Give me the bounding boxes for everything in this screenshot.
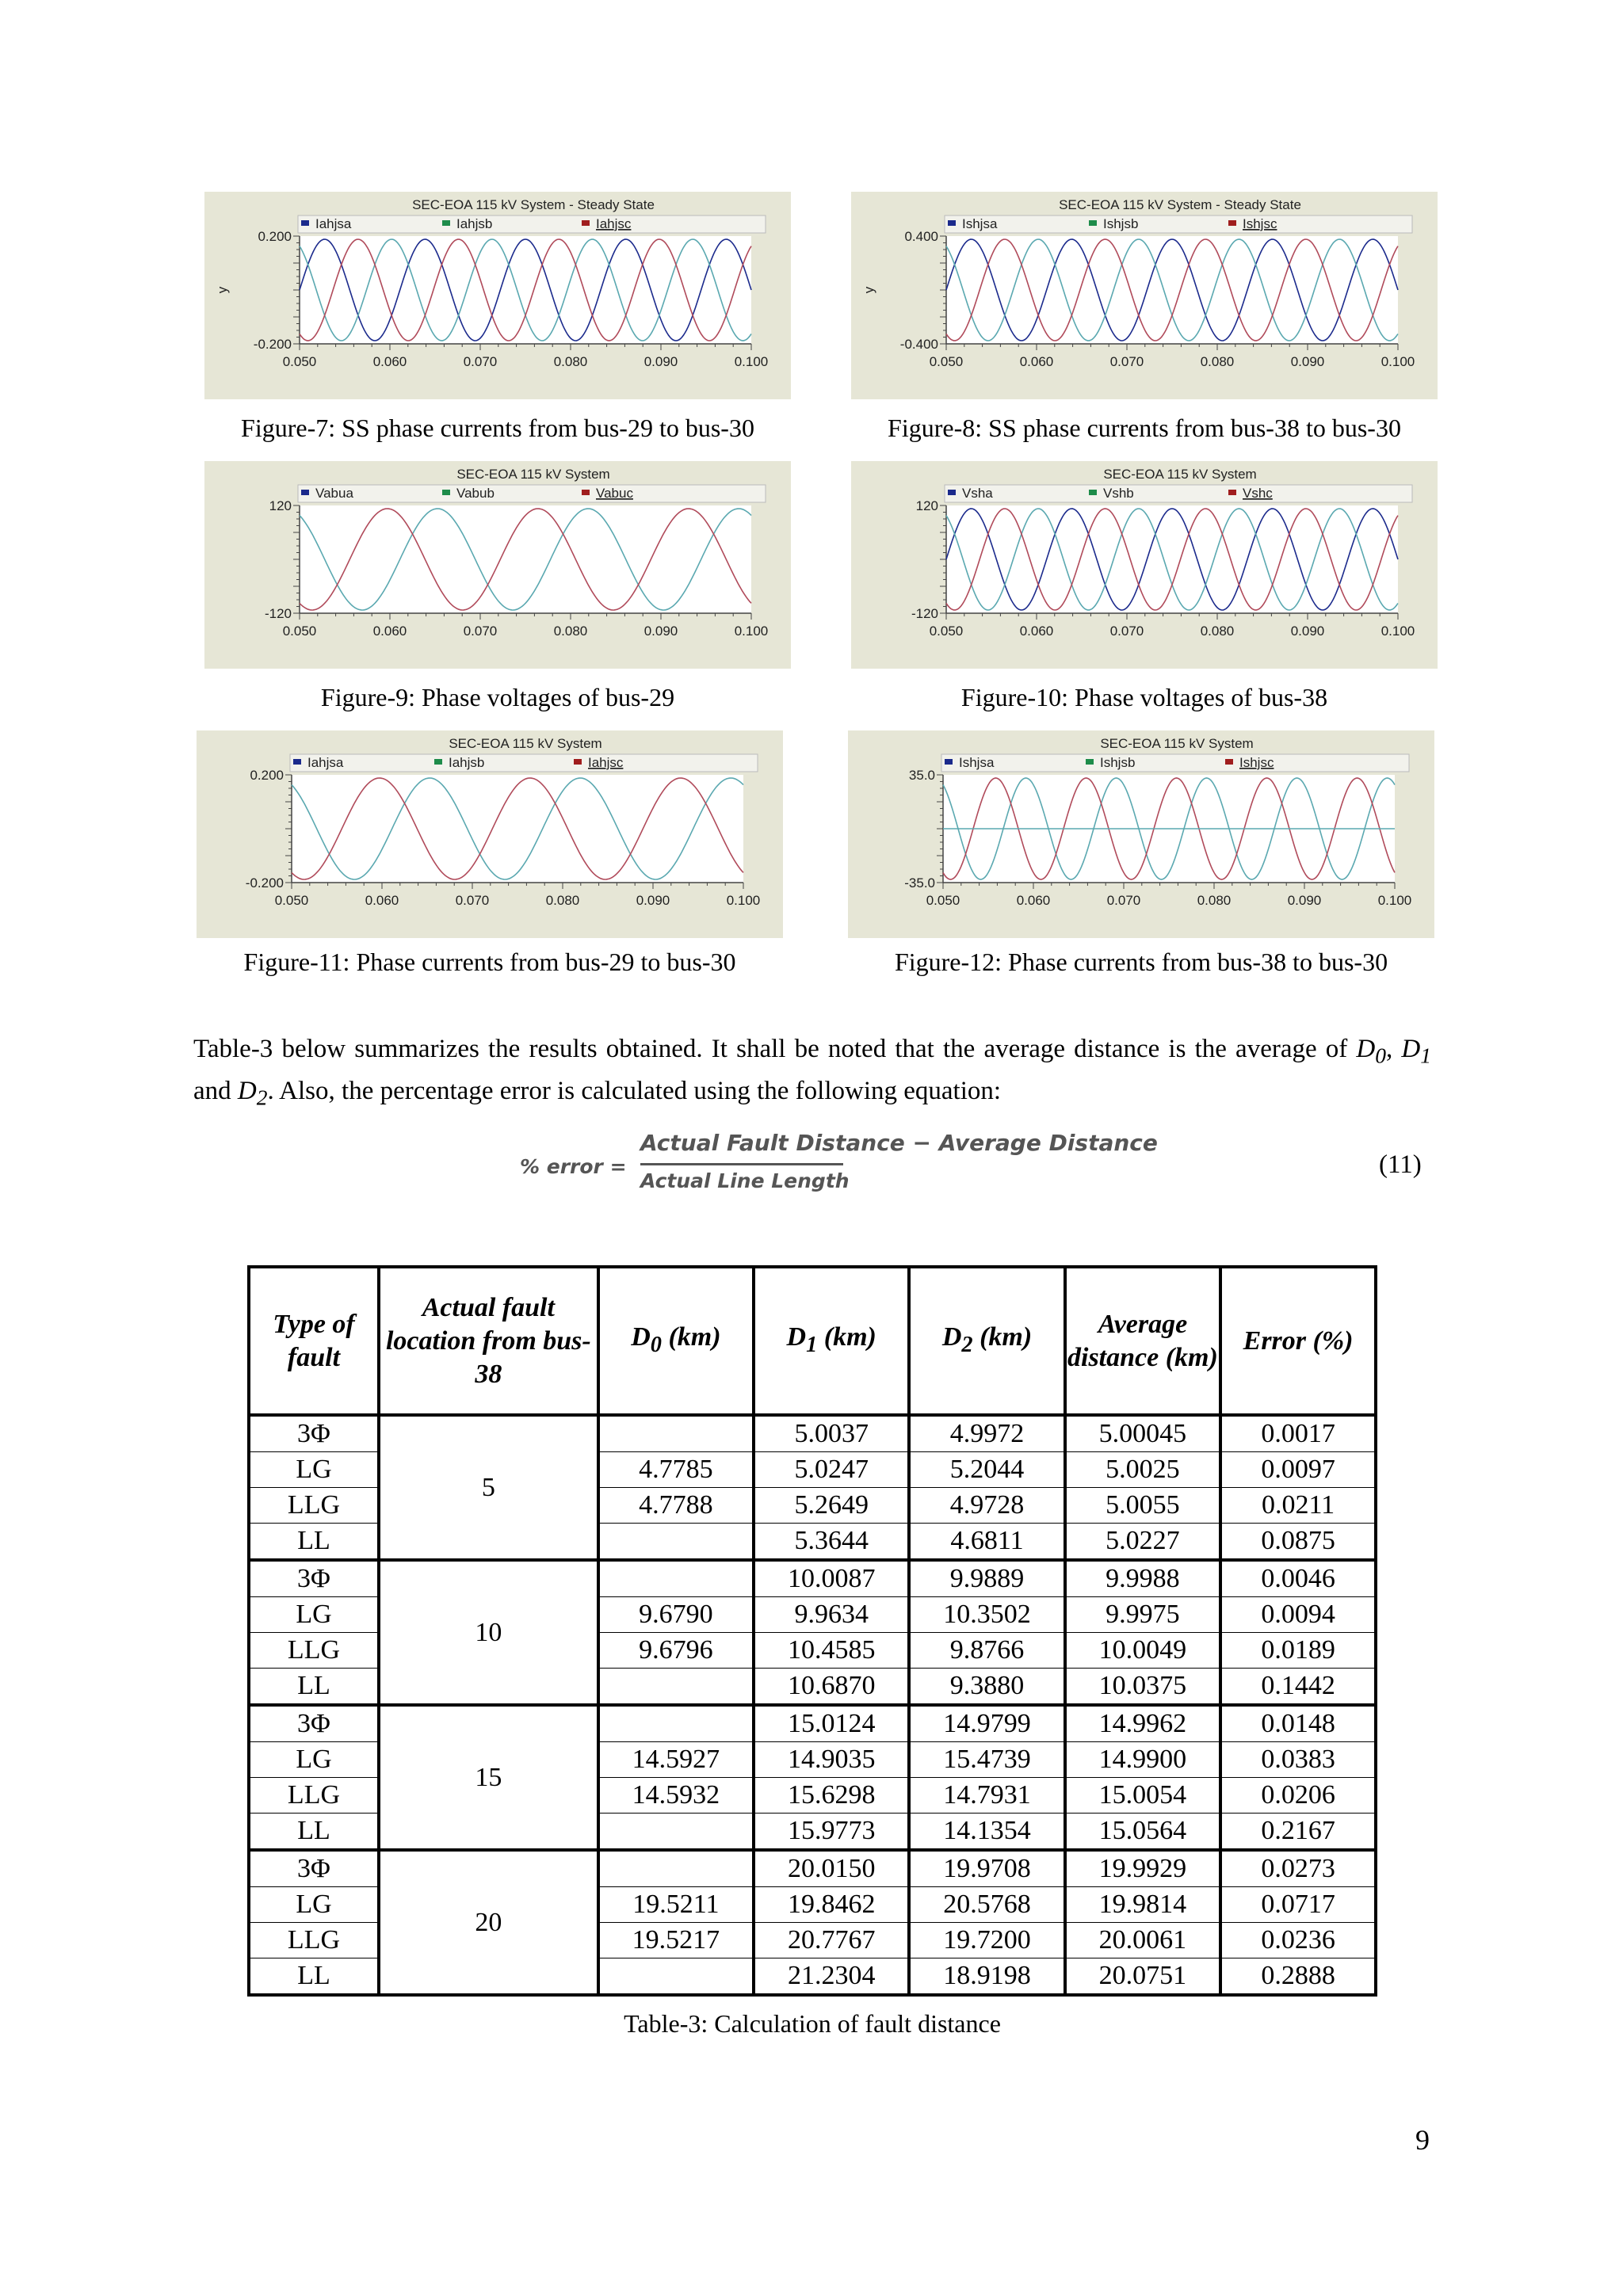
- x-tick-label: 0.080: [545, 893, 580, 908]
- cell-d2: 14.9799: [909, 1705, 1064, 1742]
- legend-label: Ishjsa: [959, 755, 995, 770]
- figure-11-caption: Figure-11: Phase currents from bus-29 to bus-30: [243, 948, 736, 976]
- cell-d0: 4.7788: [598, 1488, 754, 1524]
- cell-d0: 19.5217: [598, 1923, 754, 1958]
- x-tick-label: 0.050: [929, 354, 964, 369]
- legend-label: Ishjsb: [1100, 755, 1136, 770]
- header-d1: $D_1$ (km): [754, 1267, 909, 1415]
- cell-avg: 9.9988: [1065, 1560, 1220, 1597]
- cell-d0: 14.5927: [598, 1742, 754, 1778]
- cell-d2: 4.9728: [909, 1488, 1064, 1524]
- legend-swatch: [582, 220, 590, 226]
- cell-d0: 14.5932: [598, 1778, 754, 1814]
- cell-avg: 5.0227: [1065, 1524, 1220, 1561]
- figure-7-caption: Figure-7: SS phase currents from bus-29 to bus-30: [241, 414, 754, 442]
- y-min-label: -0.200: [245, 875, 284, 891]
- cell-type: LLG: [249, 1488, 379, 1524]
- cell-d1: 5.2649: [754, 1488, 909, 1524]
- cell-type: LG: [249, 1742, 379, 1778]
- legend-label: Iahjsc: [588, 755, 624, 770]
- paragraph-text-1: Table-3 below summarizes the results obtained. It shall be noted that the average distance is the average of: [193, 1035, 1357, 1063]
- cell-err: 0.0206: [1220, 1778, 1376, 1814]
- cell-d0: [598, 1560, 754, 1597]
- legend-swatch: [948, 490, 956, 495]
- x-tick-label: 0.050: [926, 893, 960, 908]
- x-tick-label: 0.050: [282, 354, 317, 369]
- cell-location: 15: [379, 1705, 598, 1850]
- chart-title: SEC-EOA 115 kV System: [1100, 736, 1254, 751]
- figure-9: [204, 461, 791, 669]
- cell-d2: 14.1354: [909, 1814, 1064, 1851]
- cell-avg: 14.9900: [1065, 1742, 1220, 1778]
- legend-label: Vshb: [1103, 486, 1134, 501]
- cell-err: 0.0189: [1220, 1633, 1376, 1669]
- cell-avg: 9.9975: [1065, 1597, 1220, 1633]
- cell-location: 10: [379, 1560, 598, 1705]
- x-tick-label: 0.050: [274, 893, 309, 908]
- x-tick-label: 0.080: [1200, 354, 1235, 369]
- cell-d1: 19.8462: [754, 1887, 909, 1923]
- legend-swatch: [1089, 490, 1097, 495]
- legend-label: Ishjsa: [962, 216, 998, 231]
- x-tick-label: 0.070: [1109, 354, 1144, 369]
- cell-d0: 4.7785: [598, 1452, 754, 1488]
- cell-d2: 10.3502: [909, 1597, 1064, 1633]
- header-actual-location: Actual fault location from bus-38: [379, 1267, 598, 1415]
- cell-d0: [598, 1850, 754, 1887]
- x-tick-label: 0.070: [463, 354, 498, 369]
- figure-plot: [851, 461, 1438, 669]
- cell-d1: 10.6870: [754, 1669, 909, 1706]
- legend-swatch: [1089, 220, 1097, 226]
- figure-8: [851, 192, 1438, 399]
- y-min-label: -120: [264, 606, 292, 621]
- cell-d1: 21.2304: [754, 1958, 909, 1996]
- figure-plot: [197, 730, 783, 938]
- x-tick-label: 0.090: [1290, 624, 1325, 639]
- x-tick-label: 0.100: [1377, 893, 1412, 908]
- figure-12: [848, 730, 1434, 938]
- cell-err: 0.0017: [1220, 1415, 1376, 1452]
- x-tick-label: 0.050: [282, 624, 317, 639]
- figure-10: [851, 461, 1438, 669]
- separator: ,: [1386, 1035, 1402, 1063]
- x-tick-label: 0.100: [734, 354, 769, 369]
- y-min-label: -0.200: [253, 337, 292, 352]
- figure-11: [197, 730, 783, 938]
- chart-title: SEC-EOA 115 kV System: [456, 467, 610, 482]
- x-tick-label: 0.090: [1287, 893, 1322, 908]
- cell-type: LLG: [249, 1633, 379, 1669]
- cell-err: 0.1442: [1220, 1669, 1376, 1706]
- y-min-label: -120: [911, 606, 938, 621]
- legend-label: Vabuc: [596, 486, 633, 501]
- chart-title: SEC-EOA 115 kV System - Steady State: [412, 197, 655, 212]
- header-d2: $D_2$ (km): [909, 1267, 1064, 1415]
- x-tick-label: 0.070: [463, 624, 498, 639]
- cell-d2: 9.3880: [909, 1669, 1064, 1706]
- figure-plot: [851, 192, 1438, 399]
- cell-avg: 14.9962: [1065, 1705, 1220, 1742]
- legend-label: Ishjsc: [1239, 755, 1274, 770]
- legend-label: Iahjsa: [315, 216, 352, 231]
- y-max-label: 120: [915, 498, 938, 513]
- legend-swatch: [442, 490, 450, 495]
- cell-avg: 19.9929: [1065, 1850, 1220, 1887]
- cell-d0: [598, 1958, 754, 1996]
- figure-9-caption: Figure-9: Phase voltages of bus-29: [320, 683, 675, 711]
- cell-type: 3Φ: [249, 1705, 379, 1742]
- legend-swatch: [301, 490, 309, 495]
- cell-type: LL: [249, 1958, 379, 1996]
- cell-d2: 5.2044: [909, 1452, 1064, 1488]
- x-tick-label: 0.100: [1381, 624, 1415, 639]
- figure-plot: [204, 461, 791, 669]
- cell-avg: 5.0055: [1065, 1488, 1220, 1524]
- equation-lhs: % error =: [520, 1155, 627, 1178]
- cell-d2: 4.9972: [909, 1415, 1064, 1452]
- cell-d2: 19.9708: [909, 1850, 1064, 1887]
- header-type: Type of fault: [249, 1267, 379, 1415]
- x-tick-label: 0.060: [1016, 893, 1051, 908]
- cell-d0: [598, 1415, 754, 1452]
- cell-err: 0.0046: [1220, 1560, 1376, 1597]
- legend-swatch: [945, 759, 953, 765]
- equation-denominator: Actual Line Length: [640, 1169, 850, 1192]
- table-row: [249, 1850, 1376, 1887]
- cell-type: LL: [249, 1524, 379, 1561]
- cell-avg: 20.0751: [1065, 1958, 1220, 1996]
- x-tick-label: 0.060: [1019, 624, 1054, 639]
- cell-type: LL: [249, 1669, 379, 1706]
- table-row: [249, 1560, 1376, 1597]
- figure-plot: [848, 730, 1434, 938]
- cell-type: 3Φ: [249, 1415, 379, 1452]
- cell-err: 0.0273: [1220, 1850, 1376, 1887]
- cell-type: 3Φ: [249, 1560, 379, 1597]
- cell-avg: 5.0025: [1065, 1452, 1220, 1488]
- table-caption: Table-3: Calculation of fault distance: [624, 2009, 1001, 2038]
- legend-label: Vsha: [962, 486, 993, 501]
- table-header-row: [249, 1267, 1376, 1415]
- y-max-label: 0.200: [258, 229, 292, 244]
- y-max-label: 35.0: [908, 768, 935, 783]
- figure-plot: [204, 192, 791, 399]
- equation-numerator: Actual Fault Distance − Average Distance: [640, 1130, 1158, 1156]
- legend-label: Ishjsc: [1243, 216, 1277, 231]
- cell-err: 0.0097: [1220, 1452, 1376, 1488]
- cell-type: LG: [249, 1452, 379, 1488]
- d0-symbol: $D_0$: [1356, 1035, 1387, 1068]
- legend-swatch: [293, 759, 301, 765]
- legend-swatch: [434, 759, 442, 765]
- cell-d1: 15.6298: [754, 1778, 909, 1814]
- legend-swatch: [301, 220, 309, 226]
- chart-title: SEC-EOA 115 kV System: [1103, 467, 1257, 482]
- x-tick-label: 0.100: [1381, 354, 1415, 369]
- cell-d1: 5.0247: [754, 1452, 909, 1488]
- cell-d2: 15.4739: [909, 1742, 1064, 1778]
- cell-err: 0.0094: [1220, 1597, 1376, 1633]
- d2-symbol: $D_2$: [237, 1076, 268, 1110]
- figure-12-caption: Figure-12: Phase currents from bus-38 to bus-30: [894, 948, 1388, 976]
- cell-avg: 20.0061: [1065, 1923, 1220, 1958]
- x-tick-label: 0.100: [726, 893, 761, 908]
- cell-type: LL: [249, 1814, 379, 1851]
- page-number: 9: [1415, 2124, 1430, 2156]
- x-tick-label: 0.060: [365, 893, 399, 908]
- table-row: [249, 1415, 1376, 1452]
- legend-swatch: [1228, 490, 1236, 495]
- x-tick-label: 0.100: [734, 624, 769, 639]
- x-tick-label: 0.080: [1197, 893, 1232, 908]
- paragraph-text-2: . Also, the percentage error is calculated using the following equation:: [267, 1076, 1002, 1105]
- cell-d1: 15.0124: [754, 1705, 909, 1742]
- cell-err: 0.0148: [1220, 1705, 1376, 1742]
- x-tick-label: 0.090: [643, 624, 678, 639]
- y-axis-label: y: [861, 286, 876, 294]
- cell-type: LG: [249, 1597, 379, 1633]
- cell-d0: 9.6790: [598, 1597, 754, 1633]
- legend-swatch: [1086, 759, 1094, 765]
- x-tick-label: 0.070: [455, 893, 490, 908]
- legend-swatch: [442, 220, 450, 226]
- table-row: [249, 1705, 1376, 1742]
- separator: and: [193, 1076, 238, 1105]
- y-axis-label: y: [215, 286, 230, 294]
- cell-d1: 9.9634: [754, 1597, 909, 1633]
- cell-d2: 9.9889: [909, 1560, 1064, 1597]
- cell-d2: 19.7200: [909, 1923, 1064, 1958]
- cell-d1: 5.0037: [754, 1415, 909, 1452]
- cell-avg: 10.0375: [1065, 1669, 1220, 1706]
- x-tick-label: 0.070: [1109, 624, 1144, 639]
- cell-d1: 10.4585: [754, 1633, 909, 1669]
- fraction-bar: [640, 1163, 843, 1165]
- legend-label: Ishjsb: [1103, 216, 1139, 231]
- cell-d1: 20.7767: [754, 1923, 909, 1958]
- legend-swatch: [948, 220, 956, 226]
- cell-d0: [598, 1669, 754, 1706]
- cell-err: 0.2888: [1220, 1958, 1376, 1996]
- legend-label: Vshc: [1243, 486, 1273, 501]
- cell-type: LG: [249, 1887, 379, 1923]
- figure-7: [204, 192, 791, 399]
- y-min-label: -0.400: [899, 337, 938, 352]
- cell-err: 0.0717: [1220, 1887, 1376, 1923]
- cell-d1: 20.0150: [754, 1850, 909, 1887]
- cell-location: 20: [379, 1850, 598, 1995]
- cell-d0: [598, 1705, 754, 1742]
- legend-label: Vabub: [456, 486, 495, 501]
- cell-avg: 5.00045: [1065, 1415, 1220, 1452]
- cell-d0: 9.6796: [598, 1633, 754, 1669]
- cell-err: 0.2167: [1220, 1814, 1376, 1851]
- x-tick-label: 0.060: [1019, 354, 1054, 369]
- legend-swatch: [1228, 220, 1236, 226]
- x-tick-label: 0.080: [1200, 624, 1235, 639]
- x-tick-label: 0.060: [372, 624, 407, 639]
- cell-d2: 18.9198: [909, 1958, 1064, 1996]
- cell-d0: 19.5211: [598, 1887, 754, 1923]
- x-tick-label: 0.080: [553, 354, 588, 369]
- cell-location: 5: [379, 1415, 598, 1560]
- x-tick-label: 0.060: [372, 354, 407, 369]
- legend-label: Iahjsb: [456, 216, 493, 231]
- legend-swatch: [574, 759, 582, 765]
- legend-label: Vabua: [315, 486, 353, 501]
- x-tick-label: 0.070: [1106, 893, 1141, 908]
- fault-distance-table: [247, 1265, 1377, 1997]
- cell-d2: 4.6811: [909, 1524, 1064, 1561]
- cell-type: LLG: [249, 1923, 379, 1958]
- y-min-label: -35.0: [904, 875, 935, 891]
- legend-label: Iahjsc: [596, 216, 632, 231]
- cell-d1: 15.9773: [754, 1814, 909, 1851]
- legend-swatch: [582, 490, 590, 495]
- header-average: Average distance (km): [1065, 1267, 1220, 1415]
- cell-d0: [598, 1814, 754, 1851]
- legend-label: Iahjsa: [307, 755, 344, 770]
- x-tick-label: 0.090: [1290, 354, 1325, 369]
- cell-d2: 20.5768: [909, 1887, 1064, 1923]
- x-tick-label: 0.080: [553, 624, 588, 639]
- x-tick-label: 0.090: [643, 354, 678, 369]
- cell-err: 0.0211: [1220, 1488, 1376, 1524]
- cell-type: LLG: [249, 1778, 379, 1814]
- results-paragraph: [193, 1032, 1431, 1115]
- table-body: [249, 1415, 1376, 1995]
- cell-err: 0.0383: [1220, 1742, 1376, 1778]
- cell-d1: 10.0087: [754, 1560, 909, 1597]
- cell-d2: 9.8766: [909, 1633, 1064, 1669]
- chart-title: SEC-EOA 115 kV System - Steady State: [1059, 197, 1301, 212]
- cell-avg: 15.0564: [1065, 1814, 1220, 1851]
- cell-d0: [598, 1524, 754, 1561]
- cell-type: 3Φ: [249, 1850, 379, 1887]
- y-max-label: 0.200: [250, 768, 284, 783]
- x-tick-label: 0.090: [636, 893, 670, 908]
- cell-d2: 14.7931: [909, 1778, 1064, 1814]
- legend-swatch: [1225, 759, 1233, 765]
- cell-err: 0.0875: [1220, 1524, 1376, 1561]
- cell-err: 0.0236: [1220, 1923, 1376, 1958]
- legend-label: Iahjsb: [449, 755, 485, 770]
- header-error: Error (%): [1220, 1267, 1376, 1415]
- x-tick-label: 0.050: [929, 624, 964, 639]
- figure-8-caption: Figure-8: SS phase currents from bus-38 to bus-30: [888, 414, 1401, 442]
- equation-number: (11): [1379, 1150, 1422, 1179]
- y-max-label: 0.400: [904, 229, 938, 244]
- figure-10-caption: Figure-10: Phase voltages of bus-38: [960, 683, 1328, 711]
- chart-title: SEC-EOA 115 kV System: [449, 736, 602, 751]
- cell-avg: 10.0049: [1065, 1633, 1220, 1669]
- d1-symbol: $D_1$: [1401, 1035, 1432, 1068]
- cell-d1: 5.3644: [754, 1524, 909, 1561]
- cell-avg: 19.9814: [1065, 1887, 1220, 1923]
- cell-d1: 14.9035: [754, 1742, 909, 1778]
- header-d0: $D_0$ (km): [598, 1267, 754, 1415]
- y-max-label: 120: [269, 498, 292, 513]
- cell-avg: 15.0054: [1065, 1778, 1220, 1814]
